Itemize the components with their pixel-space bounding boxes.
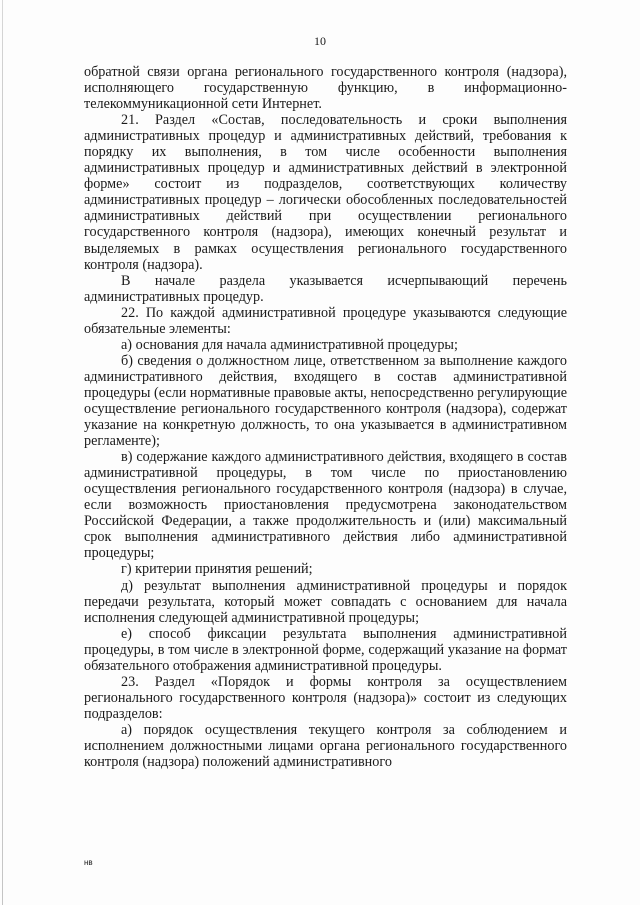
list-item-d: д) результат выполнения административной процедуры и порядок передачи результата, который может совпадать с основанием для начала исполнения следующей административной процедуры; [84,577,567,626]
list-item-a: а) основания для начала административной процедуры; [121,336,458,353]
footer-mark: нв [84,858,93,867]
list-item-b: б) сведения о должностном лице, ответственном за выполнение каждого административного действия, входящего в состав административной процедуры (если нормативные правовые акты, непосредственно регулирующие осуществление регионального государственного контроля (надзора), содержат указание на конкретную должность, то она указывается в административном регламенте); [84,352,567,450]
document-body [84,64,567,770]
paragraph-21: 21. Раздел «Состав, последовательность и сроки выполнения административных процедур и административных действий, требования к порядку их выполнения, в том числе особенности выполнения административных процедур и административных действий в электронной форме» состоит из подразделов, соответствующих количеству административных процедур – логически обособленных последовательностей административных действий при осуществлении регионального государственного контроля (надзора), имеющих конечный результат и выделяемых в рамках осуществления регионального государственного контроля (надзора). [84,112,567,273]
list-item-v: в) содержание каждого административного действия, входящего в состав административной процедуры, в том числе по приостановлению осуществления регионального государственного контроля (надзора) в случае, если возможность приостановления предусмотрена законодательством Российской Федерации, а также продолжительность и (или) максимальный срок выполнения административного действия либо административной процедуры; [84,449,567,562]
paragraph-procedures-list: В начале раздела указывается исчерпывающий перечень административных процедур. [84,272,567,305]
list-item-a-23: а) порядок осуществления текущего контроля за соблюдением и исполнением должностными лицами органа регионального государственного контроля (надзора) положений административного [84,721,567,771]
paragraph-23: 23. Раздел «Порядок и формы контроля за осуществлением регионального государственного контроля (надзора)» состоит из следующих подразделов: [84,673,567,722]
scan-edge [2,0,3,905]
list-item-e: е) способ фиксации результата выполнения административной процедуры, в том числе в электронной форме, содержащий указание на формат обязательного отображения административной процедуры. [84,625,567,674]
paragraph-22: 22. По каждой административной процедуре указываются следующие обязательные элементы: [84,304,567,337]
list-item-g: г) критерии принятия решений; [121,561,313,578]
page-number: 10 [314,34,326,48]
paragraph-continuation: обратной связи органа регионального государственного контроля (надзора), исполняющего государственную функцию, в информационно-телекоммуникационной сети Интернет. [84,64,567,113]
